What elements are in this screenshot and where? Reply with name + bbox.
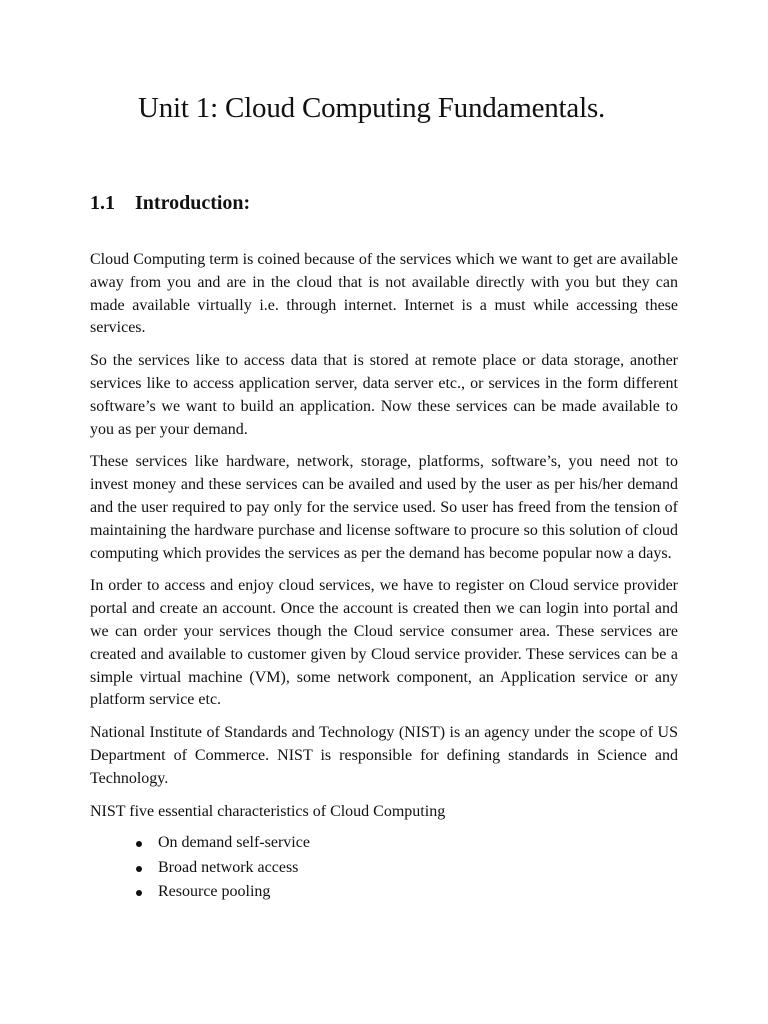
list-item <box>130 880 678 905</box>
list-item-label: On demand self-service <box>158 834 310 852</box>
paragraph-intro: Cloud Computing term is coined because of the services which we want to get are available away from you and are in the cloud that is not available directly with you but they can made available virtually i.e. through internet. Internet is a must while accessing these services. <box>90 251 678 337</box>
paragraph-register-portal: In order to access and enjoy cloud services, we have to register on Cloud service provider portal and create an account. Once the account is created then we can login into portal and we can order your services though the Cloud service consumer area. These services are created and available to customer given by Cloud service provider. These services can be a simple virtual machine (VM), some network component, an Application service or any platform service etc. <box>90 577 678 709</box>
body-text <box>90 249 678 905</box>
paragraph-services-demand: These services like hardware, network, storage, platforms, software’s, you need not to invest money and these services can be availed and used by the user as per his/her demand and the user required to pay only for the service used. So user has freed from the tension of maintaining the hardware purchase and license software to procure so this solution of cloud computing which provides the services as per the demand has become popular now a days. <box>90 453 678 562</box>
bullet-icon <box>136 890 142 896</box>
list-item <box>130 831 678 856</box>
paragraph-services-access: So the services like to access data that is stored at remote place or data storage, another services like to access application server, data server etc., or services in the form different software’s we want to build an application. Now these services can be made available to you as per your demand. <box>90 352 678 438</box>
section-heading <box>90 192 250 215</box>
paragraph-nist: National Institute of Standards and Technology (NIST) is an agency under the scope of US Department of Commerce. NIST is responsible for defining standards in Science and Technology. <box>90 724 678 787</box>
list-intro: NIST five essential characteristics of Cloud Computing <box>90 802 446 820</box>
bullet-icon <box>136 841 142 847</box>
section-number: 1.1 <box>90 192 115 214</box>
list-item <box>130 856 678 881</box>
section-title: Introduction: <box>135 192 251 214</box>
characteristics-list <box>90 831 678 905</box>
list-item-label: Resource pooling <box>158 883 271 901</box>
bullet-icon <box>136 866 142 872</box>
list-item-label: Broad network access <box>158 858 299 876</box>
document-title: Unit 1: Cloud Computing Fundamentals. <box>138 92 606 124</box>
